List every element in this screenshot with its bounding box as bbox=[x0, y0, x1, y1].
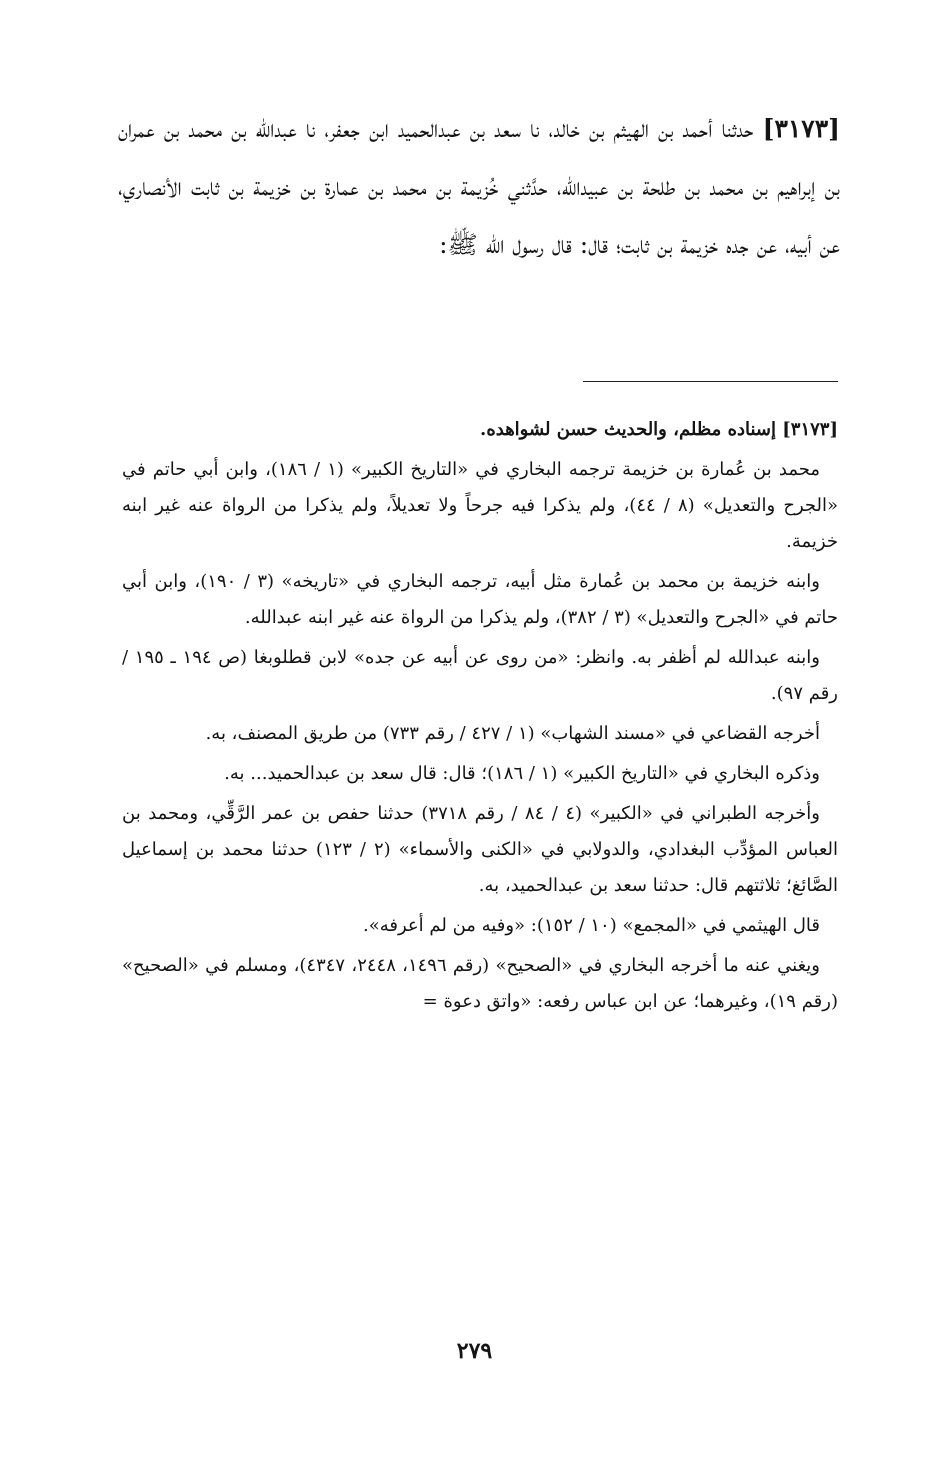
footnote-paragraph: أخرجه القضاعي في «مسند الشهاب» (١ / ٤٢٧ / رقم ٧٣٣) من طريق المصنف، به. bbox=[205, 723, 820, 744]
footnote-paragraph: محمد بن عُمارة بن خزيمة ترجمه البخاري في «التاريخ الكبير» (١ / ١٨٦)، وابن أبي حاتم في «الجرح والتعديل» (٨ / ٤٤)، ولم يذكرا فيه جرحاً ولا تعديلاً، ولم يذكرا من الرواة عنه غير ابنه خزيمة. bbox=[122, 459, 838, 552]
hadith-body: حدثنا أحمد بن الهيثم بن خالد، نا سعد بن عبدالحميد ابن جعفر، نا عبدالله بن محمد بن عمران بن إبراهيم بن محمد بن طلحة بن عبيدالله، حدَّثني خُزيمة بن محمد بن عمارة بن خزيمة بن ثابت الأنصاري، عن أبيه، عن جده خزيمة بن ثابت؛ قال: قال رسول الله ﷺ: bbox=[118, 114, 840, 259]
footnote-title: [٣١٧٣] إسناده مظلم، والحديث حسن لشواهده. bbox=[480, 419, 838, 440]
hadith-text-block bbox=[118, 100, 840, 274]
page-number: ٢٧٩ bbox=[456, 1338, 493, 1364]
footnote-paragraph: وابنه عبدالله لم أظفر به. وانظر: «من روى عن أبيه عن جده» لابن قطلوبغا (ص ١٩٤ ـ ١٩٥ / رقم ٩٧). bbox=[122, 647, 838, 704]
footnote-paragraph: قال الهيثمي في «المجمع» (١٠ / ١٥٢): «وفيه من لم أعرفه». bbox=[363, 915, 820, 936]
hadith-number: [٣١٧٣] bbox=[762, 114, 840, 143]
footnote-paragraph: وابنه خزيمة بن محمد بن عُمارة مثل أبيه، ترجمه البخاري في «تاريخه» (٣ / ١٩٠)، وابن أبي حاتم في «الجرح والتعديل» (٣ / ٣٨٢)، ولم يذكرا من الرواة عنه غير ابنه عبدالله. bbox=[122, 571, 838, 628]
footnote-paragraph: وذكره البخاري في «التاريخ الكبير» (١ / ١٨٦)؛ قال: قال سعد بن عبدالحميد... به. bbox=[224, 763, 820, 784]
footnotes-block bbox=[122, 412, 838, 1024]
footnote-divider bbox=[583, 381, 838, 382]
footnote-paragraph: وأخرجه الطبراني في «الكبير» (٤ / ٨٤ / رقم ٣٧١٨) حدثنا حفص بن عمر الرَّقِّي، ومحمد بن العباس المؤدِّب البغدادي، والدولابي في «الكنى والأسماء» (٢ / ١٢٣) حدثنا محمد بن إسماعيل الصَّائغ؛ ثلاثتهم قال: حدثنا سعد بن عبدالحميد، به. bbox=[122, 803, 838, 896]
hadith-paragraph bbox=[118, 100, 840, 274]
footnote-paragraph: ويغني عنه ما أخرجه البخاري في «الصحيح» (رقم ١٤٩٦، ٢٤٤٨، ٤٣٤٧)، ومسلم في «الصحيح» (رقم ١٩)، وغيرهما؛ عن ابن عباس رفعه: «واتق دعوة = bbox=[122, 955, 838, 1012]
